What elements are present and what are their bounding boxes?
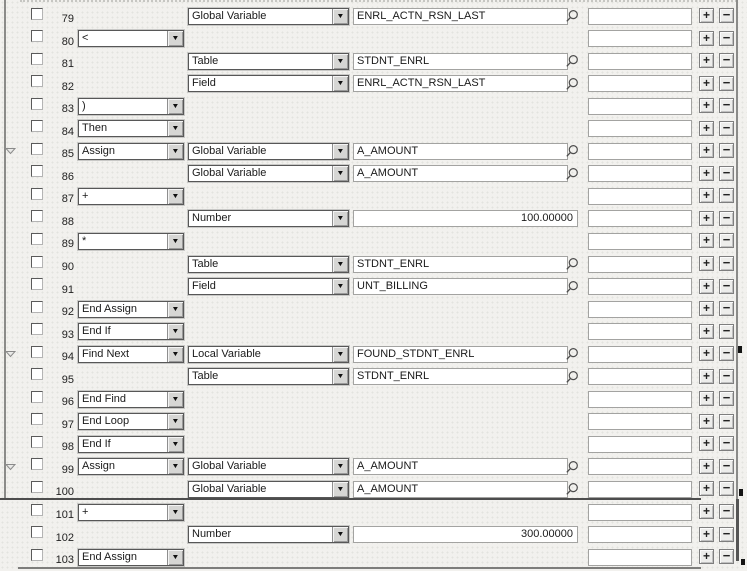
row-number: 98 <box>61 441 74 454</box>
value-field[interactable]: A_AMOUNT <box>353 481 568 498</box>
delete-row-button[interactable]: − <box>719 143 734 158</box>
delete-row-button[interactable]: − <box>719 414 734 429</box>
value-field[interactable]: UNT_BILLING <box>353 278 568 295</box>
formula-row <box>0 321 747 344</box>
type-dropdown-value: Table <box>192 370 219 383</box>
delete-row-button[interactable]: − <box>719 211 734 226</box>
type-dropdown-value: Global Variable <box>192 167 267 180</box>
delete-row-button[interactable]: − <box>719 98 734 113</box>
operator-dropdown-value: End If <box>82 437 111 450</box>
operator-dropdown[interactable] <box>78 458 184 475</box>
secondary-field[interactable] <box>588 413 692 430</box>
add-row-button[interactable]: + <box>699 76 714 91</box>
value-field[interactable]: ENRL_ACTN_RSN_LAST <box>353 75 568 92</box>
delete-row-button[interactable]: − <box>719 8 734 23</box>
chevron-down-icon[interactable]: ▼ <box>167 121 183 136</box>
formula-row <box>0 95 747 118</box>
formula-row <box>0 501 747 524</box>
type-dropdown-value: Global Variable <box>192 460 267 473</box>
rows-container <box>0 5 747 569</box>
chevron-down-icon[interactable]: ▼ <box>167 31 183 46</box>
row-number: 103 <box>55 554 74 567</box>
type-dropdown[interactable] <box>188 526 349 543</box>
formula-row <box>0 118 747 141</box>
value-field[interactable]: A_AMOUNT <box>353 143 568 160</box>
secondary-field[interactable] <box>588 165 692 182</box>
delete-row-button[interactable]: − <box>719 256 734 271</box>
secondary-field[interactable] <box>588 458 692 475</box>
delete-row-button[interactable]: − <box>719 324 734 339</box>
operator-dropdown-value: End Find <box>82 392 127 405</box>
chevron-down-icon[interactable]: ▼ <box>167 144 183 159</box>
secondary-field[interactable] <box>588 391 692 408</box>
row-number: 79 <box>61 13 74 25</box>
operator-dropdown[interactable] <box>78 120 184 137</box>
lookup-icon[interactable] <box>565 347 579 362</box>
delete-row-button[interactable]: − <box>719 436 734 451</box>
row-number: 95 <box>61 373 74 386</box>
value-field[interactable]: FOUND_STDNT_ENRL <box>353 346 568 363</box>
add-row-button[interactable]: + <box>699 256 714 271</box>
formula-row <box>0 298 747 321</box>
delete-row-button[interactable]: − <box>719 279 734 294</box>
secondary-field[interactable] <box>588 210 692 227</box>
chevron-down-icon[interactable]: ▼ <box>332 54 348 69</box>
formula-row <box>0 366 747 389</box>
formula-row <box>0 163 747 186</box>
secondary-field[interactable] <box>588 504 692 521</box>
delete-row-button[interactable]: − <box>719 369 734 384</box>
value-field[interactable]: ENRL_ACTN_RSN_LAST <box>353 8 568 25</box>
secondary-field[interactable] <box>588 120 692 137</box>
delete-row-button[interactable]: − <box>719 53 734 68</box>
formula-row <box>0 140 747 163</box>
expand-row-icon[interactable] <box>5 462 16 470</box>
operator-dropdown[interactable] <box>78 549 184 566</box>
type-dropdown[interactable] <box>188 143 349 160</box>
row-number: 94 <box>61 351 74 364</box>
lookup-icon[interactable] <box>565 167 579 182</box>
chevron-down-icon[interactable]: ▼ <box>332 144 348 159</box>
delete-row-button[interactable]: − <box>719 459 734 474</box>
add-row-button[interactable]: + <box>699 188 714 203</box>
chevron-down-icon[interactable]: ▼ <box>167 392 183 407</box>
formula-row <box>0 253 747 276</box>
add-row-button[interactable]: + <box>699 504 714 519</box>
secondary-field[interactable] <box>588 75 692 92</box>
operator-dropdown-value: ) <box>82 99 86 112</box>
chevron-down-icon[interactable]: ▼ <box>167 347 183 362</box>
secondary-field[interactable] <box>588 436 692 453</box>
add-row-button[interactable]: + <box>699 346 714 361</box>
add-row-button[interactable]: + <box>699 324 714 339</box>
chevron-down-icon[interactable]: ▼ <box>332 166 348 181</box>
add-row-button[interactable]: + <box>699 301 714 316</box>
delete-row-button[interactable]: − <box>719 527 734 542</box>
operator-dropdown-value: * <box>82 234 87 247</box>
top-border <box>20 0 737 2</box>
add-row-button[interactable]: + <box>699 436 714 451</box>
type-dropdown[interactable] <box>188 368 349 385</box>
chevron-down-icon[interactable]: ▼ <box>332 279 348 294</box>
chevron-down-icon[interactable]: ▼ <box>167 505 183 520</box>
row-number: 89 <box>61 238 74 251</box>
formula-row <box>0 343 747 366</box>
chevron-down-icon[interactable]: ▼ <box>167 302 183 317</box>
delete-row-button[interactable]: − <box>719 188 734 203</box>
chevron-down-icon[interactable]: ▼ <box>332 459 348 474</box>
screen-artifact <box>739 489 743 496</box>
formula-row <box>0 411 747 434</box>
formula-row <box>0 208 747 231</box>
operator-dropdown-value: Find Next <box>82 347 130 360</box>
secondary-field[interactable] <box>588 53 692 70</box>
formula-row <box>0 185 747 208</box>
row-number: 99 <box>61 463 74 476</box>
lookup-icon[interactable] <box>565 54 579 69</box>
chevron-down-icon[interactable]: ▼ <box>167 324 183 339</box>
delete-row-button[interactable]: − <box>719 76 734 91</box>
row-number: 80 <box>61 35 74 48</box>
add-row-button[interactable]: + <box>699 369 714 384</box>
type-dropdown-value: Number <box>192 212 232 225</box>
lookup-icon[interactable] <box>565 144 579 159</box>
type-dropdown[interactable] <box>188 8 349 25</box>
secondary-field[interactable] <box>588 526 692 543</box>
formula-row <box>0 5 747 28</box>
operator-dropdown[interactable] <box>78 301 184 318</box>
formula-row <box>0 50 747 73</box>
add-row-button[interactable]: + <box>699 549 714 564</box>
row-number: 97 <box>61 418 74 431</box>
type-dropdown-value: Number <box>192 528 232 541</box>
delete-row-button[interactable]: − <box>719 233 734 248</box>
row-number: 102 <box>55 531 74 544</box>
formula-row <box>0 456 747 479</box>
lookup-icon[interactable] <box>565 77 579 92</box>
screen-artifact <box>738 346 742 353</box>
delete-row-button[interactable]: − <box>719 504 734 519</box>
operator-dropdown-value: + <box>82 505 89 518</box>
operator-dropdown[interactable] <box>78 413 184 430</box>
operator-dropdown[interactable] <box>78 323 184 340</box>
add-row-button[interactable]: + <box>699 211 714 226</box>
formula-row <box>0 28 747 51</box>
secondary-field[interactable] <box>588 98 692 115</box>
type-dropdown-value: Table <box>192 54 219 67</box>
add-row-button[interactable]: + <box>699 166 714 181</box>
operator-dropdown[interactable] <box>78 391 184 408</box>
operator-dropdown-value: Then <box>82 122 108 135</box>
secondary-field[interactable] <box>588 278 692 295</box>
row-number: 91 <box>61 283 74 296</box>
operator-dropdown-value: Assign <box>82 144 116 157</box>
row-number: 92 <box>61 306 74 319</box>
chevron-down-icon[interactable]: ▼ <box>167 99 183 114</box>
row-number: 96 <box>61 396 74 409</box>
operator-dropdown[interactable] <box>78 504 184 521</box>
chevron-down-icon[interactable]: ▼ <box>332 369 348 384</box>
type-dropdown[interactable] <box>188 53 349 70</box>
formula-row <box>0 433 747 456</box>
row-number: 100 <box>55 486 74 499</box>
value-field[interactable]: 300.00000 <box>353 526 578 543</box>
type-dropdown-value: Field <box>192 77 216 90</box>
delete-row-button[interactable]: − <box>719 481 734 496</box>
operator-dropdown[interactable] <box>78 143 184 160</box>
row-number: 90 <box>61 261 74 274</box>
secondary-field[interactable] <box>588 256 692 273</box>
add-row-button[interactable]: + <box>699 481 714 496</box>
secondary-field[interactable] <box>588 323 692 340</box>
secondary-field[interactable] <box>588 143 692 160</box>
chevron-down-icon[interactable]: ▼ <box>167 550 183 565</box>
row-number: 87 <box>61 193 74 206</box>
chevron-down-icon[interactable]: ▼ <box>332 257 348 272</box>
delete-row-button[interactable]: − <box>719 121 734 136</box>
secondary-field[interactable] <box>588 346 692 363</box>
chevron-down-icon[interactable]: ▼ <box>332 527 348 542</box>
secondary-field[interactable] <box>588 301 692 318</box>
operator-dropdown[interactable] <box>78 98 184 115</box>
operator-dropdown[interactable] <box>78 346 184 363</box>
formula-row <box>0 546 747 569</box>
secondary-field[interactable] <box>588 368 692 385</box>
add-row-button[interactable]: + <box>699 31 714 46</box>
type-dropdown[interactable] <box>188 481 349 498</box>
chevron-down-icon[interactable]: ▼ <box>167 414 183 429</box>
formula-row <box>0 524 747 547</box>
lookup-icon[interactable] <box>565 460 579 475</box>
formula-row <box>0 276 747 299</box>
type-dropdown-value: Global Variable <box>192 9 267 22</box>
delete-row-button[interactable]: − <box>719 31 734 46</box>
secondary-field[interactable] <box>588 481 692 498</box>
secondary-field[interactable] <box>588 233 692 250</box>
delete-row-button[interactable]: − <box>719 391 734 406</box>
secondary-field[interactable] <box>588 549 692 566</box>
type-dropdown[interactable] <box>188 210 349 227</box>
row-number: 84 <box>61 125 74 138</box>
type-dropdown[interactable] <box>188 458 349 475</box>
secondary-field[interactable] <box>588 8 692 25</box>
operator-dropdown-value: + <box>82 189 89 202</box>
value-field[interactable]: A_AMOUNT <box>353 165 568 182</box>
secondary-field[interactable] <box>588 188 692 205</box>
operator-dropdown-value: < <box>82 32 89 45</box>
operator-dropdown-value: End If <box>82 325 111 338</box>
type-dropdown-value: Local Variable <box>192 347 261 360</box>
row-number: 88 <box>61 215 74 228</box>
value-field[interactable]: 100.00000 <box>353 210 578 227</box>
row-number: 81 <box>61 58 74 71</box>
type-dropdown-value: Table <box>192 257 219 270</box>
type-dropdown[interactable] <box>188 278 349 295</box>
add-row-button[interactable]: + <box>699 459 714 474</box>
formula-row <box>0 230 747 253</box>
operator-dropdown-value: End Assign <box>82 302 138 315</box>
delete-row-button[interactable]: − <box>719 166 734 181</box>
row-number: 83 <box>61 103 74 116</box>
operator-dropdown-value: End Loop <box>82 415 130 428</box>
formula-row <box>0 388 747 411</box>
expand-row-icon[interactable] <box>5 146 16 154</box>
lookup-icon[interactable] <box>565 370 579 385</box>
chevron-down-icon[interactable]: ▼ <box>332 9 348 24</box>
add-row-button[interactable]: + <box>699 279 714 294</box>
section-divider <box>0 498 701 500</box>
add-row-button[interactable]: + <box>699 233 714 248</box>
chevron-down-icon[interactable]: ▼ <box>167 459 183 474</box>
lookup-icon[interactable] <box>565 9 579 24</box>
value-field[interactable]: A_AMOUNT <box>353 458 568 475</box>
operator-dropdown[interactable] <box>78 436 184 453</box>
value-field[interactable]: STDNT_ENRL <box>353 368 568 385</box>
operator-dropdown[interactable] <box>78 188 184 205</box>
type-dropdown-value: Global Variable <box>192 144 267 157</box>
type-dropdown[interactable] <box>188 256 349 273</box>
lookup-icon[interactable] <box>565 257 579 272</box>
type-dropdown-value: Field <box>192 280 216 293</box>
operator-dropdown-value: Assign <box>82 460 116 473</box>
type-dropdown[interactable] <box>188 165 349 182</box>
add-row-button[interactable]: + <box>699 391 714 406</box>
lookup-icon[interactable] <box>565 280 579 295</box>
add-row-button[interactable]: + <box>699 53 714 68</box>
chevron-down-icon[interactable]: ▼ <box>332 76 348 91</box>
add-row-button[interactable]: + <box>699 414 714 429</box>
chevron-down-icon[interactable]: ▼ <box>332 482 348 497</box>
chevron-down-icon[interactable]: ▼ <box>167 234 183 249</box>
screen-artifact <box>741 559 745 565</box>
delete-row-button[interactable]: − <box>719 301 734 316</box>
add-row-button[interactable]: + <box>699 98 714 113</box>
row-number: 85 <box>61 148 74 161</box>
chevron-down-icon[interactable]: ▼ <box>167 437 183 452</box>
value-field[interactable]: STDNT_ENRL <box>353 53 568 70</box>
chevron-down-icon[interactable]: ▼ <box>167 189 183 204</box>
delete-row-button[interactable]: − <box>719 346 734 361</box>
value-field[interactable]: STDNT_ENRL <box>353 256 568 273</box>
expand-row-icon[interactable] <box>5 349 16 357</box>
type-dropdown-value: Global Variable <box>192 482 267 495</box>
operator-dropdown[interactable] <box>78 233 184 250</box>
row-number: 82 <box>61 80 74 93</box>
row-number: 86 <box>61 170 74 183</box>
type-dropdown[interactable] <box>188 346 349 363</box>
chevron-down-icon[interactable]: ▼ <box>332 347 348 362</box>
lookup-icon[interactable] <box>565 482 579 497</box>
add-row-button[interactable]: + <box>699 527 714 542</box>
add-row-button[interactable]: + <box>699 8 714 23</box>
chevron-down-icon[interactable]: ▼ <box>332 211 348 226</box>
formula-row <box>0 73 747 96</box>
secondary-field[interactable] <box>588 30 692 47</box>
add-row-button[interactable]: + <box>699 143 714 158</box>
add-row-button[interactable]: + <box>699 121 714 136</box>
type-dropdown[interactable] <box>188 75 349 92</box>
operator-dropdown-value: End Assign <box>82 550 138 563</box>
row-number: 101 <box>55 509 74 522</box>
operator-dropdown[interactable] <box>78 30 184 47</box>
panel-bottom-border <box>18 567 701 569</box>
row-number: 93 <box>61 328 74 341</box>
delete-row-button[interactable]: − <box>719 549 734 564</box>
